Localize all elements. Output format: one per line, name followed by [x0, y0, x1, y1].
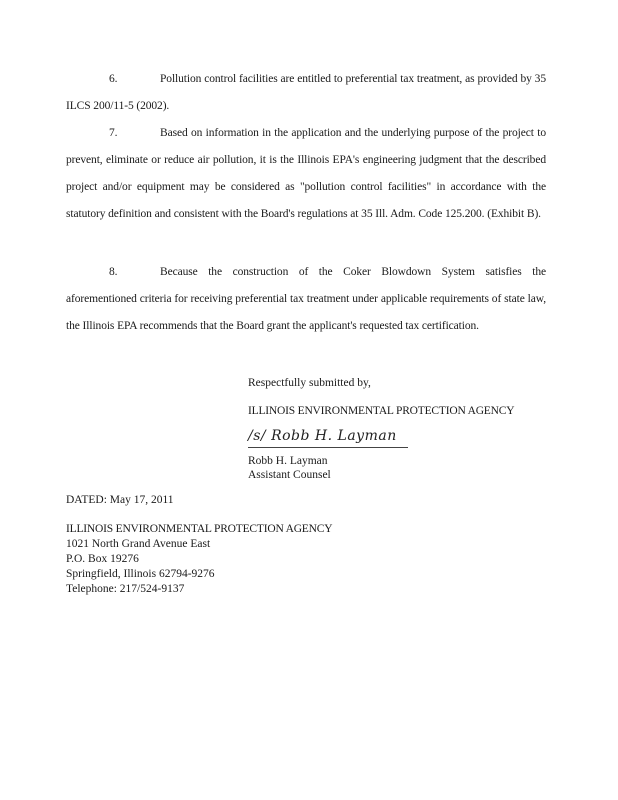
paragraph-text: Because the construction of the Coker Blowdown System satisfies the aforementioned criteria for receiving preferential tax treatment under applicable requirements of state law, the Illinois EPA recommends that the Board grant the applicant's requested tax certification. [66, 266, 546, 332]
paragraph-8 [66, 259, 546, 340]
counsel-name: Robb H. Layman [248, 455, 328, 467]
paragraph-6 [66, 66, 546, 120]
paragraph-number: 8. [109, 266, 118, 278]
closing-line: Respectfully submitted by, [248, 377, 371, 389]
address-city: Springfield, Illinois 62794-9276 [66, 568, 215, 580]
signature-line [248, 447, 408, 448]
date-line: DATED: May 17, 2011 [66, 494, 174, 506]
address-po-box: P.O. Box 19276 [66, 553, 139, 565]
signature-agency: ILLINOIS ENVIRONMENTAL PROTECTION AGENCY [248, 405, 515, 417]
paragraph-text: Based on information in the application and the underlying purpose of the project to prevent, eliminate or reduce air pollution, it is the Illinois EPA's engineering judgment that the described project and/or equipment may be considered as "pollution control facilities" in accordance with the statutory definition and consistent with the Board's regulations at 35 Ill. Adm. Code 125.200. (Exhibit B). [66, 127, 546, 220]
paragraph-text: Pollution control facilities are entitled to preferential tax treatment, as provided by 35 ILCS 200/11-5 (2002). [66, 73, 546, 112]
counsel-title: Assistant Counsel [248, 469, 331, 481]
address-phone: Telephone: 217/524-9137 [66, 583, 185, 595]
address-agency: ILLINOIS ENVIRONMENTAL PROTECTION AGENCY [66, 523, 333, 535]
paragraph-7 [66, 120, 546, 228]
handwritten-signature: /s/ Robb H. Layman [248, 428, 397, 444]
address-street: 1021 North Grand Avenue East [66, 538, 211, 550]
paragraph-number: 6. [109, 73, 118, 85]
paragraph-number: 7. [109, 127, 118, 139]
